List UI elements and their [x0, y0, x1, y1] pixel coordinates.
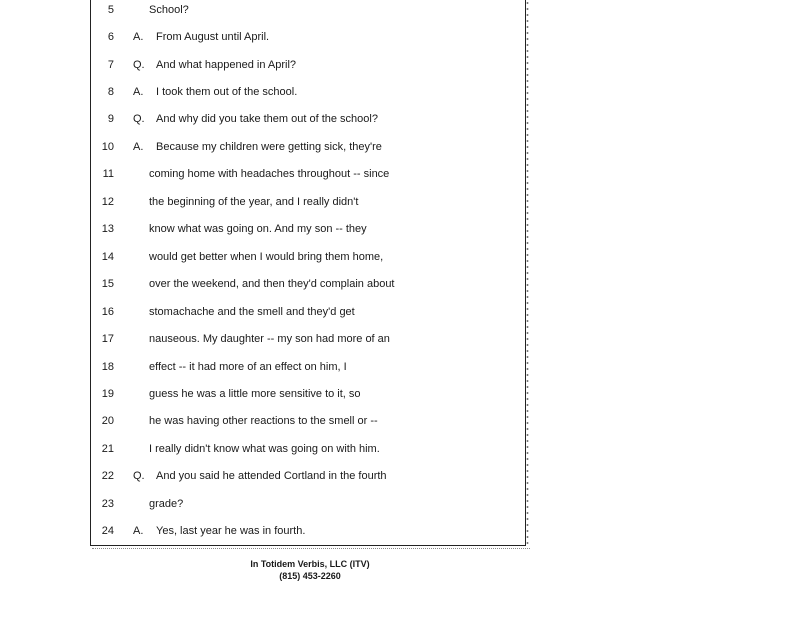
transcript-line [90, 494, 526, 514]
line-text: Because my children were getting sick, they're [156, 141, 382, 153]
page-edge-dots [526, 0, 529, 548]
transcript-line [90, 109, 526, 129]
line-text: know what was going on. And my son -- they [149, 223, 367, 235]
transcript-line [90, 329, 526, 349]
line-text: I really didn't know what was going on with him. [149, 443, 380, 455]
line-number: 19 [101, 388, 114, 400]
transcript-line [90, 219, 526, 239]
line-number: 18 [101, 361, 114, 373]
speaker-label: A. [133, 31, 144, 43]
transcript-line [90, 27, 526, 47]
transcript-line [90, 137, 526, 157]
line-number: 15 [101, 278, 114, 290]
speaker-label: A. [133, 86, 144, 98]
transcript-line [90, 302, 526, 322]
footer-phone: (815) 453-2260 [279, 571, 341, 581]
line-text: effect -- it had more of an effect on him, I [149, 361, 347, 373]
transcript-line [90, 411, 526, 431]
line-number: 13 [101, 223, 114, 235]
line-number: 22 [101, 470, 114, 482]
footer-company: In Totidem Verbis, LLC (ITV) [250, 559, 370, 569]
line-text: From August until April. [156, 31, 270, 43]
line-number: 16 [101, 306, 114, 318]
line-number: 5 [107, 4, 114, 16]
transcript-line [90, 439, 526, 459]
line-text: stomachache and the smell and they'd get [149, 306, 355, 318]
line-text: Yes, last year he was in fourth. [156, 525, 306, 537]
line-text: guess he was a little more sensitive to it, so [149, 388, 361, 400]
speaker-label: A. [133, 525, 144, 537]
line-text: grade? [149, 498, 184, 510]
transcript-line [90, 82, 526, 102]
speaker-label: Q. [133, 113, 145, 125]
line-number: 9 [107, 113, 114, 125]
transcript-line [90, 164, 526, 184]
transcript-line [90, 274, 526, 294]
line-number: 7 [107, 59, 114, 71]
line-number: 11 [102, 168, 114, 180]
line-text: I took them out of the school. [156, 86, 298, 98]
line-text: the beginning of the year, and I really didn't [149, 196, 359, 208]
line-number: 24 [101, 525, 114, 537]
line-text: over the weekend, and then they'd complain about [149, 278, 395, 290]
line-number: 10 [101, 141, 114, 153]
page-bottom-edge [92, 548, 530, 551]
transcript-line [90, 466, 526, 486]
line-number: 21 [101, 443, 114, 455]
transcript-line [90, 0, 526, 20]
transcript-line [90, 357, 526, 377]
line-text: School? [149, 4, 189, 16]
line-text: And you said he attended Cortland in the fourth [156, 470, 387, 482]
line-text: And what happened in April? [156, 59, 297, 71]
speaker-label: Q. [133, 59, 145, 71]
line-text: coming home with headaches throughout -- since [149, 168, 390, 180]
transcript-line [90, 384, 526, 404]
line-number: 17 [101, 333, 114, 345]
line-text: he was having other reactions to the smell or -- [149, 415, 378, 427]
line-number: 20 [101, 415, 114, 427]
line-number: 12 [101, 196, 114, 208]
line-text: And why did you take them out of the school? [156, 113, 378, 125]
transcript-line [90, 247, 526, 267]
line-number: 6 [107, 31, 114, 43]
line-text: would get better when I would bring them home, [149, 251, 384, 263]
line-text: nauseous. My daughter -- my son had more of an [149, 333, 390, 345]
line-number: 14 [101, 251, 114, 263]
line-number: 8 [107, 86, 114, 98]
speaker-label: A. [133, 141, 144, 153]
speaker-label: Q. [133, 470, 145, 482]
transcript-line [90, 521, 526, 541]
transcript-line [90, 55, 526, 75]
transcript-line [90, 192, 526, 212]
line-number: 23 [101, 498, 114, 510]
